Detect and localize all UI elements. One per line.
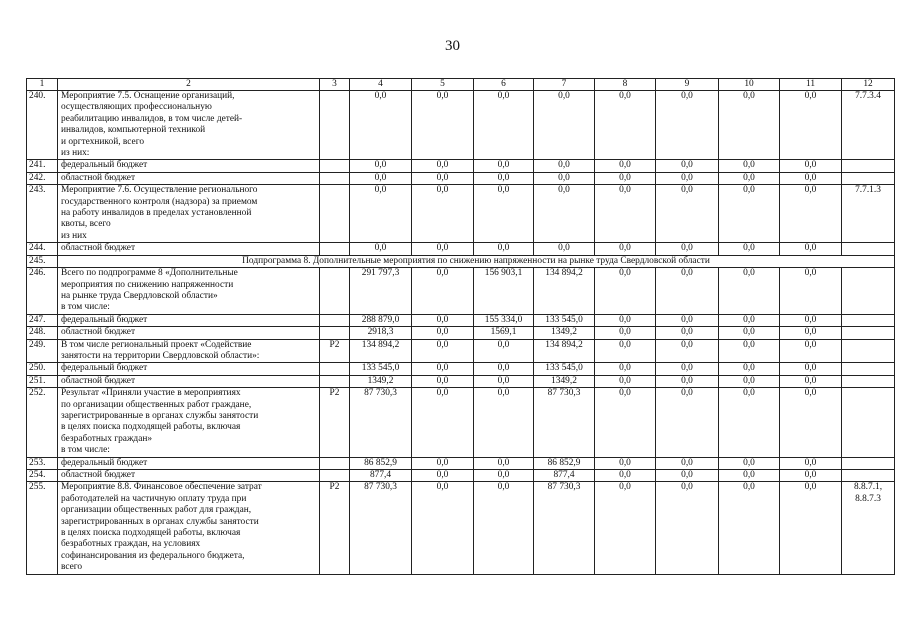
- row-name-cell: областной бюджет: [58, 172, 320, 184]
- column-number-cell: 6: [474, 79, 534, 91]
- value-cell: 0,0: [595, 470, 656, 482]
- value-cell: 0,0: [780, 268, 842, 315]
- row-number-cell: 241.: [27, 160, 58, 172]
- value-cell: 291 797,3: [350, 268, 412, 315]
- target-reference-cell: 7.7.3.4: [842, 91, 895, 160]
- row-name-cell: Мероприятие 7.6. Осуществление регионального государственного контроля (надзора) за приемом на работу инвалидов в пределах установленной квоты, всего из них: [58, 185, 320, 243]
- value-cell: 1569,1: [474, 327, 534, 339]
- value-cell: 0,0: [719, 243, 780, 255]
- value-cell: 0,0: [656, 268, 719, 315]
- target-reference-cell: [842, 268, 895, 315]
- project-code-cell: Р2: [320, 339, 350, 363]
- column-number-row: [27, 79, 895, 91]
- value-cell: 0,0: [780, 375, 842, 387]
- value-cell: 0,0: [656, 388, 719, 457]
- value-cell: 0,0: [719, 268, 780, 315]
- column-number-cell: 12: [842, 79, 895, 91]
- value-cell: 0,0: [474, 457, 534, 469]
- row-name-cell: Мероприятие 7.5. Оснащение организаций, осуществляющих профессиональную реабилитацию инвалидов, в том числе детей- инвалидов, компьютерной техникой и оргтехникой, всего из них:: [58, 91, 320, 160]
- row-number-cell: 255.: [27, 482, 58, 574]
- value-cell: 0,0: [595, 388, 656, 457]
- project-code-cell: [320, 470, 350, 482]
- row-name-cell: областной бюджет: [58, 243, 320, 255]
- table-row: [27, 363, 895, 375]
- value-cell: 0,0: [719, 172, 780, 184]
- value-cell: 0,0: [412, 185, 474, 243]
- column-number-cell: 9: [656, 79, 719, 91]
- column-number-cell: 3: [320, 79, 350, 91]
- value-cell: 0,0: [780, 388, 842, 457]
- value-cell: 0,0: [474, 482, 534, 574]
- column-number-cell: 8: [595, 79, 656, 91]
- value-cell: 0,0: [595, 160, 656, 172]
- column-number-cell: 1: [27, 79, 58, 91]
- table-row: [27, 185, 895, 243]
- value-cell: 0,0: [412, 388, 474, 457]
- value-cell: 0,0: [719, 185, 780, 243]
- value-cell: 0,0: [474, 363, 534, 375]
- row-number-cell: 251.: [27, 375, 58, 387]
- row-number-cell: 240.: [27, 91, 58, 160]
- value-cell: 0,0: [595, 482, 656, 574]
- value-cell: 0,0: [719, 470, 780, 482]
- table-row: [27, 470, 895, 482]
- table-row: [27, 91, 895, 160]
- row-number-cell: 247.: [27, 314, 58, 326]
- value-cell: 0,0: [534, 185, 595, 243]
- project-code-cell: [320, 327, 350, 339]
- value-cell: 86 852,9: [350, 457, 412, 469]
- value-cell: 156 903,1: [474, 268, 534, 315]
- table-row: [27, 255, 895, 267]
- value-cell: 0,0: [412, 91, 474, 160]
- value-cell: 0,0: [474, 243, 534, 255]
- row-number-cell: 252.: [27, 388, 58, 457]
- value-cell: 1349,2: [350, 375, 412, 387]
- value-cell: 0,0: [780, 482, 842, 574]
- value-cell: 0,0: [534, 243, 595, 255]
- value-cell: 0,0: [719, 91, 780, 160]
- value-cell: 86 852,9: [534, 457, 595, 469]
- value-cell: 0,0: [780, 327, 842, 339]
- row-name-cell: федеральный бюджет: [58, 160, 320, 172]
- value-cell: 0,0: [595, 339, 656, 363]
- value-cell: 0,0: [350, 172, 412, 184]
- value-cell: 0,0: [595, 457, 656, 469]
- column-number-cell: 5: [412, 79, 474, 91]
- section-title-cell: Подпрограмма 8. Дополнительные мероприятия по снижению напряженности на рынке труда Свердловской области: [58, 255, 895, 267]
- value-cell: 0,0: [474, 339, 534, 363]
- table-row: [27, 327, 895, 339]
- project-code-cell: Р2: [320, 388, 350, 457]
- row-name-cell: федеральный бюджет: [58, 457, 320, 469]
- value-cell: 87 730,3: [350, 482, 412, 574]
- value-cell: 877,4: [350, 470, 412, 482]
- value-cell: 0,0: [412, 268, 474, 315]
- value-cell: 1349,2: [534, 375, 595, 387]
- row-name-cell: областной бюджет: [58, 375, 320, 387]
- value-cell: 0,0: [412, 172, 474, 184]
- column-number-cell: 10: [719, 79, 780, 91]
- column-number-cell: 4: [350, 79, 412, 91]
- value-cell: 0,0: [595, 314, 656, 326]
- value-cell: 0,0: [474, 185, 534, 243]
- value-cell: 0,0: [534, 91, 595, 160]
- value-cell: 0,0: [412, 457, 474, 469]
- value-cell: 0,0: [350, 185, 412, 243]
- value-cell: 0,0: [595, 91, 656, 160]
- table-row: [27, 314, 895, 326]
- value-cell: 0,0: [780, 172, 842, 184]
- row-name-cell: Результат «Приняли участие в мероприятиях по организации общественных работ граждане, зарегистрированные в органах службы занятости в целях поиска подходящей работы, включая безработных граждан» в том числе:: [58, 388, 320, 457]
- value-cell: 155 334,0: [474, 314, 534, 326]
- value-cell: 0,0: [719, 327, 780, 339]
- value-cell: 0,0: [595, 375, 656, 387]
- page-number: 30: [445, 38, 460, 54]
- value-cell: 0,0: [780, 91, 842, 160]
- table-row: [27, 375, 895, 387]
- target-reference-cell: [842, 363, 895, 375]
- project-code-cell: [320, 185, 350, 243]
- value-cell: 0,0: [780, 470, 842, 482]
- value-cell: 0,0: [780, 457, 842, 469]
- value-cell: 0,0: [719, 363, 780, 375]
- value-cell: 133 545,0: [534, 363, 595, 375]
- value-cell: 0,0: [656, 160, 719, 172]
- row-number-cell: 245.: [27, 255, 58, 267]
- value-cell: 134 894,2: [534, 268, 595, 315]
- value-cell: 0,0: [656, 457, 719, 469]
- value-cell: 2918,3: [350, 327, 412, 339]
- value-cell: 0,0: [412, 482, 474, 574]
- value-cell: 0,0: [412, 243, 474, 255]
- project-code-cell: [320, 314, 350, 326]
- value-cell: 0,0: [412, 339, 474, 363]
- column-number-cell: 7: [534, 79, 595, 91]
- value-cell: 0,0: [412, 327, 474, 339]
- value-cell: 0,0: [656, 243, 719, 255]
- table-row: [27, 457, 895, 469]
- value-cell: 0,0: [780, 160, 842, 172]
- value-cell: 0,0: [474, 470, 534, 482]
- value-cell: 0,0: [412, 160, 474, 172]
- value-cell: 0,0: [780, 339, 842, 363]
- value-cell: 0,0: [412, 363, 474, 375]
- value-cell: 0,0: [595, 185, 656, 243]
- value-cell: 0,0: [412, 375, 474, 387]
- project-code-cell: [320, 160, 350, 172]
- target-reference-cell: [842, 314, 895, 326]
- project-code-cell: [320, 375, 350, 387]
- row-number-cell: 253.: [27, 457, 58, 469]
- value-cell: 0,0: [474, 375, 534, 387]
- value-cell: 0,0: [595, 172, 656, 184]
- target-reference-cell: [842, 457, 895, 469]
- value-cell: 0,0: [656, 314, 719, 326]
- project-code-cell: [320, 172, 350, 184]
- value-cell: 87 730,3: [534, 482, 595, 574]
- value-cell: 0,0: [474, 172, 534, 184]
- value-cell: 0,0: [719, 457, 780, 469]
- row-name-cell: федеральный бюджет: [58, 363, 320, 375]
- target-reference-cell: 8.8.7.1, 8.8.7.3: [842, 482, 895, 574]
- row-number-cell: 246.: [27, 268, 58, 315]
- value-cell: 0,0: [595, 327, 656, 339]
- value-cell: 1349,2: [534, 327, 595, 339]
- table-row: [27, 388, 895, 457]
- row-number-cell: 244.: [27, 243, 58, 255]
- target-reference-cell: [842, 388, 895, 457]
- value-cell: 0,0: [534, 160, 595, 172]
- project-code-cell: [320, 243, 350, 255]
- row-name-cell: Мероприятие 8.8. Финансовое обеспечение затрат работодателей на частичную оплату труда при организации общественных работ для граждан, зарегистрированных в органах службы занятости в целях поиска подходящей работы, включая безработных граждан, на условиях софинансирования из федерального бюджета, всего: [58, 482, 320, 574]
- value-cell: 0,0: [780, 314, 842, 326]
- row-number-cell: 242.: [27, 172, 58, 184]
- row-name-cell: областной бюджет: [58, 470, 320, 482]
- target-reference-cell: [842, 470, 895, 482]
- row-number-cell: 248.: [27, 327, 58, 339]
- row-name-cell: федеральный бюджет: [58, 314, 320, 326]
- value-cell: 0,0: [780, 243, 842, 255]
- column-number-cell: 11: [780, 79, 842, 91]
- table-row: [27, 268, 895, 315]
- row-name-cell: областной бюджет: [58, 327, 320, 339]
- project-code-cell: [320, 363, 350, 375]
- value-cell: 134 894,2: [534, 339, 595, 363]
- value-cell: 0,0: [719, 314, 780, 326]
- value-cell: 0,0: [719, 375, 780, 387]
- value-cell: 0,0: [412, 470, 474, 482]
- program-table: [26, 78, 895, 575]
- value-cell: 0,0: [656, 339, 719, 363]
- table-row: [27, 339, 895, 363]
- value-cell: 877,4: [534, 470, 595, 482]
- value-cell: 0,0: [719, 339, 780, 363]
- value-cell: 288 879,0: [350, 314, 412, 326]
- value-cell: 0,0: [474, 91, 534, 160]
- value-cell: 133 545,0: [534, 314, 595, 326]
- row-name-cell: Всего по подпрограмме 8 «Дополнительные мероприятия по снижению напряженности на рынке труда Свердловской области» в том числе:: [58, 268, 320, 315]
- target-reference-cell: 7.7.1.3: [842, 185, 895, 243]
- table-row: [27, 160, 895, 172]
- row-number-cell: 243.: [27, 185, 58, 243]
- target-reference-cell: [842, 339, 895, 363]
- value-cell: 0,0: [350, 243, 412, 255]
- value-cell: 87 730,3: [350, 388, 412, 457]
- value-cell: 0,0: [656, 482, 719, 574]
- value-cell: 0,0: [656, 375, 719, 387]
- project-code-cell: [320, 457, 350, 469]
- project-code-cell: [320, 91, 350, 160]
- target-reference-cell: [842, 172, 895, 184]
- value-cell: 0,0: [595, 243, 656, 255]
- value-cell: 0,0: [719, 388, 780, 457]
- value-cell: 0,0: [350, 91, 412, 160]
- value-cell: 0,0: [719, 482, 780, 574]
- column-number-cell: 2: [58, 79, 320, 91]
- value-cell: 0,0: [780, 185, 842, 243]
- project-code-cell: Р2: [320, 482, 350, 574]
- table-row: [27, 482, 895, 574]
- row-number-cell: 254.: [27, 470, 58, 482]
- target-reference-cell: [842, 160, 895, 172]
- value-cell: 0,0: [474, 160, 534, 172]
- target-reference-cell: [842, 375, 895, 387]
- value-cell: 133 545,0: [350, 363, 412, 375]
- row-name-cell: В том числе региональный проект «Содействие занятости на территории Свердловской области»:: [58, 339, 320, 363]
- table-row: [27, 243, 895, 255]
- value-cell: 0,0: [350, 160, 412, 172]
- target-reference-cell: [842, 243, 895, 255]
- project-code-cell: [320, 268, 350, 315]
- value-cell: 0,0: [780, 363, 842, 375]
- value-cell: 87 730,3: [534, 388, 595, 457]
- value-cell: 0,0: [474, 388, 534, 457]
- value-cell: 0,0: [595, 363, 656, 375]
- value-cell: 0,0: [412, 314, 474, 326]
- value-cell: 0,0: [595, 268, 656, 315]
- value-cell: 134 894,2: [350, 339, 412, 363]
- value-cell: 0,0: [656, 327, 719, 339]
- value-cell: 0,0: [719, 160, 780, 172]
- value-cell: 0,0: [656, 91, 719, 160]
- value-cell: 0,0: [656, 185, 719, 243]
- value-cell: 0,0: [656, 470, 719, 482]
- value-cell: 0,0: [656, 363, 719, 375]
- value-cell: 0,0: [656, 172, 719, 184]
- row-number-cell: 249.: [27, 339, 58, 363]
- target-reference-cell: [842, 327, 895, 339]
- row-number-cell: 250.: [27, 363, 58, 375]
- value-cell: 0,0: [534, 172, 595, 184]
- table-row: [27, 172, 895, 184]
